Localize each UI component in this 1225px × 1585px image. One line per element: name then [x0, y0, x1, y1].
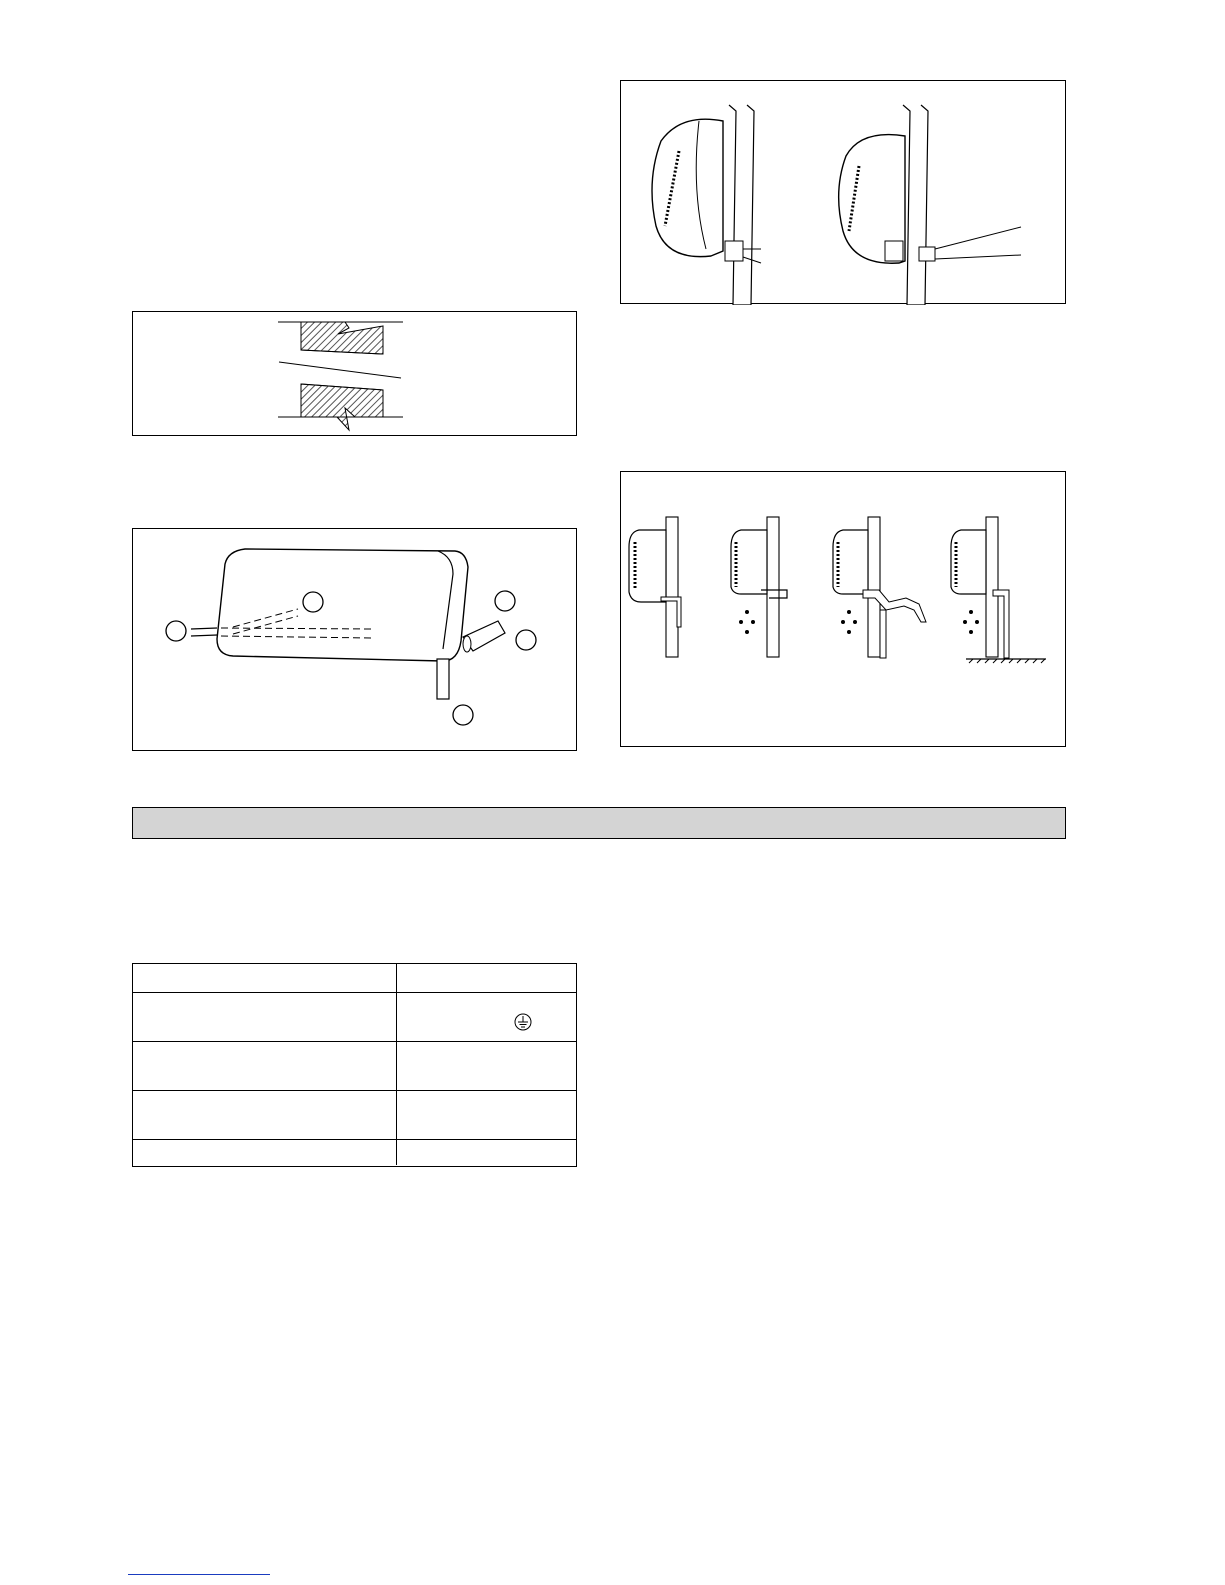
callout-bottom-circle [453, 705, 473, 725]
table-cell [397, 993, 577, 1041]
slope-line [279, 362, 401, 378]
callout-rear-circle [303, 592, 323, 612]
table-cell [397, 1140, 577, 1166]
drain-case-4 [951, 517, 1046, 663]
wall-hole-figure [132, 311, 577, 436]
wall-upper-section [301, 322, 383, 354]
wall-hole-diagram [133, 312, 578, 437]
section-heading-bar [132, 807, 1066, 839]
unit-piping-diagram [133, 529, 578, 752]
drain-case-3 [833, 517, 926, 658]
table-row [133, 1091, 396, 1139]
drain-cases-diagram [621, 472, 1067, 748]
indoor-unit-body [217, 549, 468, 661]
table-row [133, 1140, 396, 1166]
footer-link[interactable] [128, 1574, 270, 1575]
unit-tilt-diagram [621, 81, 1067, 305]
table-cell [397, 1042, 577, 1090]
tilted-unit-left [652, 119, 723, 256]
drain-cases-figure [620, 471, 1066, 747]
callout-left-circle [166, 621, 186, 641]
unit-piping-figure [132, 528, 577, 751]
callout-right-circle [516, 630, 536, 650]
ground-symbol-icon [514, 1013, 532, 1031]
table-cell [397, 964, 577, 992]
unit-tilt-figure [620, 80, 1066, 304]
drain-case-2 [731, 517, 787, 657]
table-row [133, 993, 396, 1041]
spec-table [132, 963, 577, 1167]
table-row [133, 1042, 396, 1090]
wall-lower-section [301, 384, 383, 430]
bottom-pipe [437, 659, 449, 699]
callout-right-rear-circle [495, 591, 515, 611]
table-cell [397, 1091, 577, 1139]
drain-case-1 [629, 517, 681, 657]
table-row [133, 964, 396, 992]
